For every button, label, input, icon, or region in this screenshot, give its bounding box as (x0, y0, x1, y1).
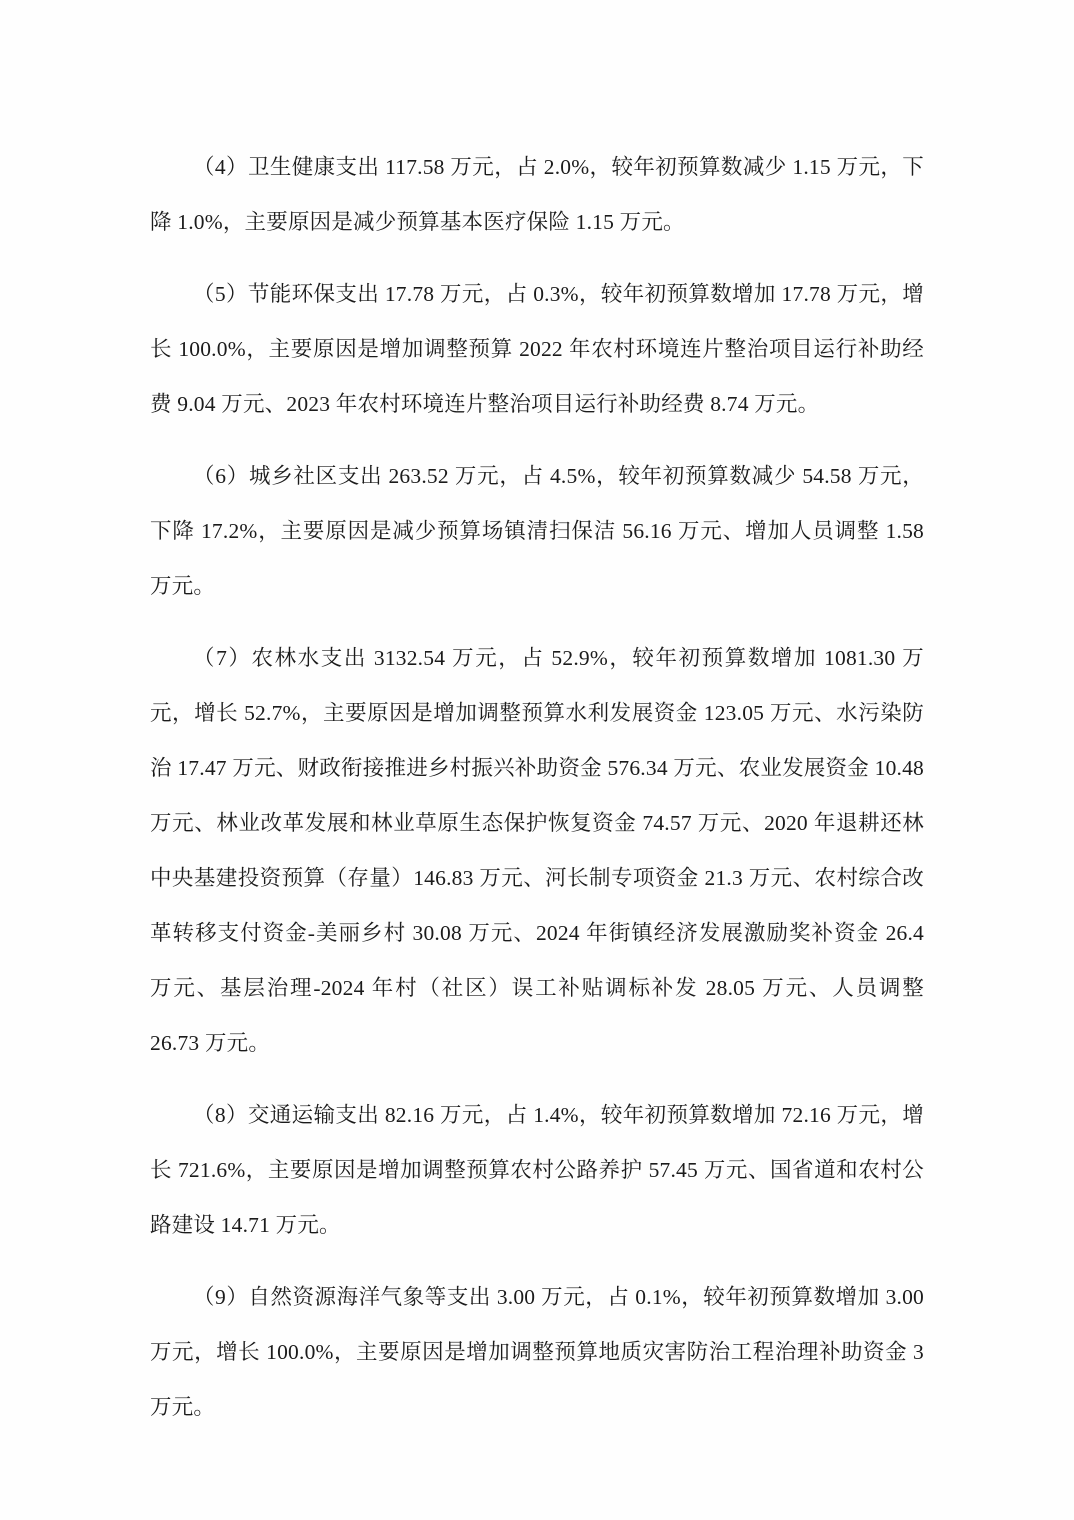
paragraph-item-6: （6）城乡社区支出 263.52 万元，占 4.5%，较年初预算数减少 54.58 万元，下降 17.2%，主要原因是减少预算场镇清扫保洁 56.16 万元、增加人员调整 1.58 万元。 (150, 464, 924, 598)
document-body (150, 140, 924, 1435)
paragraph-item-5: （5）节能环保支出 17.78 万元，占 0.3%，较年初预算数增加 17.78 万元，增长 100.0%，主要原因是增加调整预算 2022 年农村环境连片整治项目运行补助经费 9.04 万元、2023 年农村环境连片整治项目运行补助经费 8.74 万元。 (150, 282, 924, 416)
paragraph-item-7: （7）农林水支出 3132.54 万元，占 52.9%，较年初预算数增加 1081.30 万元，增长 52.7%，主要原因是增加调整预算水利发展资金 123.05 万元、水污染防治 17.47 万元、财政衔接推进乡村振兴补助资金 576.34 万元、农业发展资金 10.48 万元、林业改革发展和林业草原生态保护恢复资金 74.57 万元、2020 年退耕还林中央基建投资预算（存量）146.83 万元、河长制专项资金 21.3 万元、农村综合改革转移支付资金-美丽乡村 30.08 万元、2024 年街镇经济发展激励奖补资金 26.4 万元、基层治理-2024 年村（社区）误工补贴调标补发 28.05 万元、人员调整 26.73 万元。 (150, 646, 924, 1055)
paragraph-item-8: （8）交通运输支出 82.16 万元，占 1.4%，较年初预算数增加 72.16 万元，增长 721.6%，主要原因是增加调整预算农村公路养护 57.45 万元、国省道和农村公路建设 14.71 万元。 (150, 1103, 924, 1237)
paragraph-item-4: （4）卫生健康支出 117.58 万元，占 2.0%，较年初预算数减少 1.15 万元，下降 1.0%，主要原因是减少预算基本医疗保险 1.15 万元。 (150, 155, 924, 234)
paragraph-item-9: （9）自然资源海洋气象等支出 3.00 万元，占 0.1%，较年初预算数增加 3.00 万元，增长 100.0%，主要原因是增加调整预算地质灾害防治工程治理补助资金 3 万元。 (150, 1285, 924, 1419)
